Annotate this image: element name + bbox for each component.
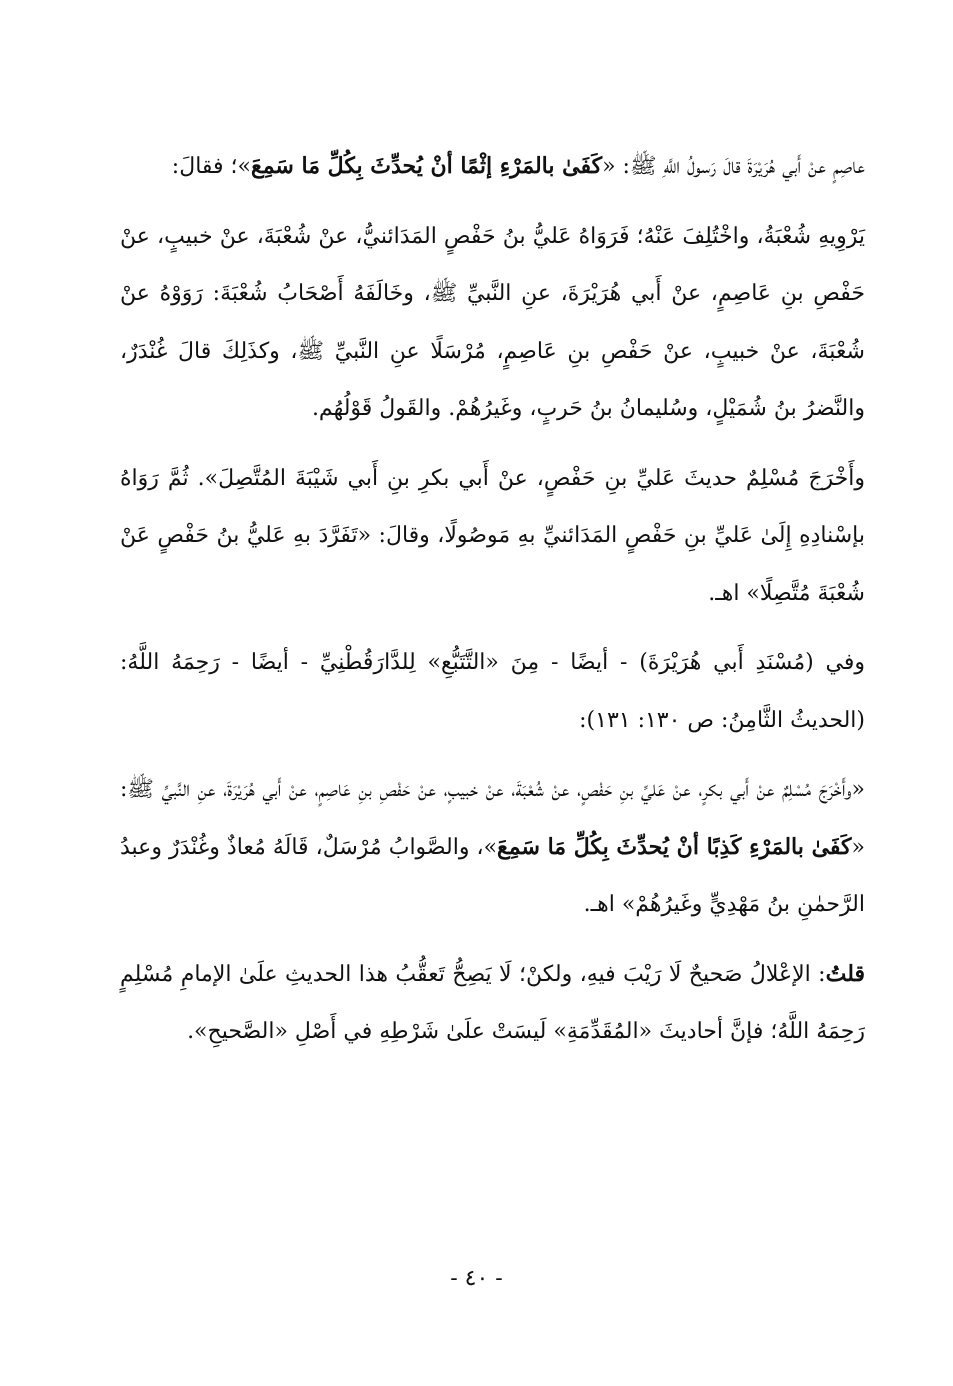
text-segment: «وأَخْرَجَ مُسْلِمٌ عنْ أَبي بكرٍ، عنْ عَليِّ بنِ حَفْصٍ، عنْ شُعْبَةَ، عنْ خبيبٍ، عنْ حَفْصِ بنِ عَاصِمٍ، عنْ أَبي هُرَيْرَةَ، عنِ النَّبيِّ ﷺ: « [120, 777, 865, 860]
paragraph-muslim-narration [120, 450, 865, 623]
qultu-label: قلتُ [825, 960, 865, 987]
paragraph-hadith-quote [120, 138, 865, 196]
text-segment: »، والصَّوابُ مُرْسَلٌ، قَالَهُ مُعاذٌ وغُنْدَرٌ وعبدُ الرَّحمٰنِ بنُ مَهْدِيٍّ وغَيرُهُمْ» اهـ. [120, 834, 865, 917]
paragraph-tatabbu-reference [120, 634, 865, 749]
text-segment: »؛ فقالَ: [171, 154, 251, 179]
hadith-text-bold: كَفَىٰ بالمَرْءِ كَذِبًا أنْ يُحدِّثَ بِكُلِّ مَا سَمِعَ [497, 833, 852, 860]
page-body [120, 138, 865, 1061]
text-segment: : الإعْلالُ صَحيحٌ لَا رَيْبَ فيهِ، ولكنْ؛ لَا يَصِحُّ تَعقُّبُ هذا الحديثِ علَىٰ الإمامِ مُسْلِمٍ رَحِمَهُ اللَّهُ؛ فإنَّ أحاديثَ «المُقَدِّمَةِ» لَيسَتْ علَىٰ شَرْطِهِ في أَصْلِ «الصَّحيحِ». [120, 961, 865, 1044]
paragraph-author-comment [120, 946, 865, 1061]
text-segment: يَرْوِيهِ شُعْبَةُ، واخْتُلِفَ عَنْهُ؛ فَرَوَاهُ عَليُّ بنُ حَفْصٍ المَدَائنيُّ، عنْ شُعْبَةَ، عنْ خبيبٍ، عنْ حَفْصِ بنِ عَاصِمٍ، عنْ أَبي هُرَيْرَةَ، عنِ النَّبيِّ ﷺ، وخَالَفَهُ أَصْحَابُ شُعْبَةَ: رَوَوْهُ عنْ شُعْبَةَ، عنْ خبيبٍ، عنْ حَفْصِ بنِ عَاصِمٍ، مُرْسَلًا عنِ النَّبيِّ ﷺ، وكذَلِكَ قالَ غُنْدَرٌ، والنَّضرُ بنُ شُمَيْلٍ، وسُليمانُ بنُ حَربٍ، وغَيرُهُمْ. والقَولُ قَوْلُهُم. [120, 223, 865, 421]
hadith-text-bold: كَفَىٰ بالمَرْءِ إثْمًا أنْ يُحدِّثَ بِكُلِّ مَا سَمِعَ [251, 153, 603, 179]
text-segment: عاصِمٍ عنْ أَبي هُرَيْرَةَ قالَ رَسولُ اللَّهِ ﷺ: « [602, 154, 865, 179]
text-segment: وفي (مُسْنَدِ أَبي هُرَيْرَةَ) - أيضًا - مِنَ «التَّتَبُّعِ» لِلدَّارَقُطْنِيِّ - أيضًا - رَحِمَهُ اللَّهُ: (الحديثُ الثَّامِنُ: ص ١٣٠: ١٣١): [120, 650, 865, 733]
page-number: - ٤٠ - [450, 1266, 503, 1291]
text-segment: وأَخْرَجَ مُسْلِمٌ حديثَ عَليِّ بنِ حَفْصٍ، عنْ أَبي بكرِ بنِ أَبي شَيْبَةَ المُتَّصِلَ». ثُمَّ رَوَاهُ بإسْنادِهِ إِلَىٰ عَليِّ بنِ حَفْصٍ المَدَائنيِّ بهِ مَوصُولًا، وقالَ: «تَفَرَّدَ بهِ عَليُّ بنُ حَفْصٍ عَنْ شُعْبَةَ مُتَّصِلًا» اهـ. [120, 465, 865, 606]
paragraph-darqutni-quote [120, 208, 865, 438]
paragraph-tatabbu-quote [120, 761, 865, 934]
